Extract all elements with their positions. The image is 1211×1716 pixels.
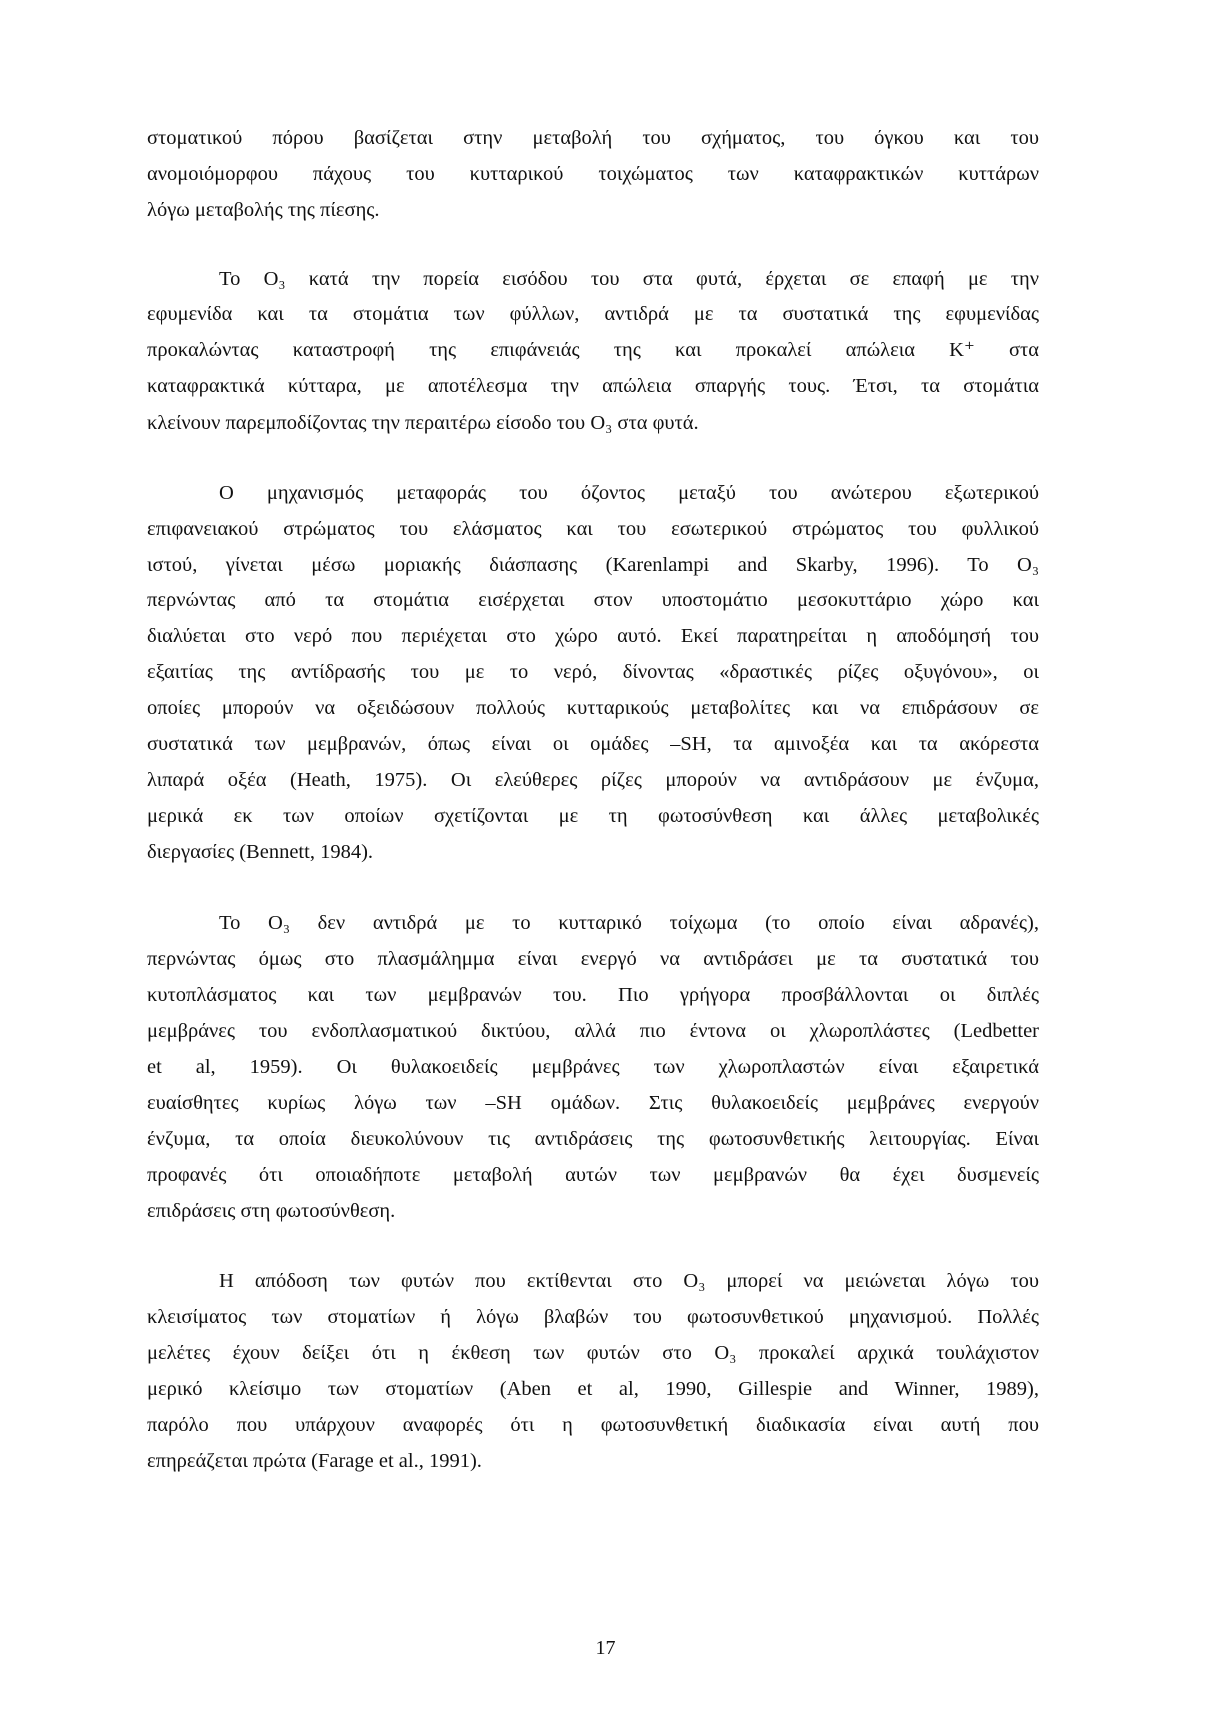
text-line: ευαίσθητες κυρίως λόγω των –SH ομάδων. Στις θυλακοειδείς μεμβράνες ενεργούν (147, 1092, 1039, 1114)
page-number: 17 (595, 1637, 616, 1659)
text-line: επηρεάζεται πρώτα (Farage et al., 1991). (147, 1450, 482, 1472)
text-line: συστατικά των μεμβρανών, όπως είναι οι ομάδες –SH, τα αμινοξέα και τα ακόρεστα (147, 733, 1039, 755)
text-line: Το O₃ κατά την πορεία εισόδου του στα φυτά, έρχεται σε επαφή με την (219, 268, 1039, 290)
text-line: μερικό κλείσιμο των στοματίων (Aben et al, 1990, Gillespie and Winner, 1989), (147, 1378, 1039, 1400)
text-line: εφυμενίδα και τα στομάτια των φύλλων, αντιδρά με τα συστατικά της εφυμενίδας (147, 303, 1039, 325)
text-line: διαλύεται στο νερό που περιέχεται στο χώρο αυτό. Εκεί παρατηρείται η αποδόμησή του (147, 625, 1039, 647)
text-line: προκαλώντας καταστροφή της επιφάνειάς της και προκαλεί απώλεια K⁺ στα (147, 339, 1039, 361)
text-line: et al, 1959). Οι θυλακοειδείς μεμβράνες των χλωροπλαστών είναι εξαιρετικά (147, 1056, 1039, 1078)
text-line: μεμβράνες του ενδοπλασματικού δικτύου, αλλά πιο έντονα οι χλωροπλάστες (Ledbetter (147, 1020, 1039, 1042)
text-line: κλείνουν παρεμποδίζοντας την περαιτέρω είσοδο του O₃ στα φυτά. (147, 412, 699, 434)
text-line: παρόλο που υπάρχουν αναφορές ότι η φωτοσυνθετική διαδικασία είναι αυτή που (147, 1414, 1039, 1436)
text-line: περνώντας όμως στο πλασμάλημμα είναι ενεργό να αντιδράσει με τα συστατικά του (147, 948, 1039, 970)
text-line: επιφανειακού στρώματος του ελάσματος και του εσωτερικού στρώματος του φυλλικού (147, 518, 1039, 540)
text-line: κυτοπλάσματος και των μεμβρανών του. Πιο γρήγορα προσβάλλονται οι διπλές (147, 984, 1039, 1006)
text-line: προφανές ότι οποιαδήποτε μεταβολή αυτών των μεμβρανών θα έχει δυσμενείς (147, 1164, 1039, 1186)
text-line: εξαιτίας της αντίδρασής του με το νερό, δίνοντας «δραστικές ρίζες οξυγόνου», οι (147, 661, 1039, 683)
text-line: στοματικού πόρου βασίζεται στην μεταβολή του σχήματος, του όγκου και του (147, 127, 1039, 149)
text-line: περνώντας από τα στομάτια εισέρχεται στον υποστομάτιο μεσοκυττάριο χώρο και (147, 589, 1039, 611)
text-line: μερικά εκ των οποίων σχετίζονται με τη φωτοσύνθεση και άλλες μεταβολικές (147, 805, 1039, 827)
text-line: οποίες μπορούν να οξειδώσουν πολλούς κυτταρικούς μεταβολίτες και να επιδράσουν σε (147, 697, 1039, 719)
text-line: ανομοιόμορφου πάχους του κυτταρικού τοιχώματος των καταφρακτικών κυττάρων (147, 163, 1039, 185)
text-line: μελέτες έχουν δείξει ότι η έκθεση των φυτών στο O₃ προκαλεί αρχικά τουλάχιστον (147, 1342, 1039, 1364)
text-line: λιπαρά οξέα (Heath, 1975). Οι ελεύθερες ρίζες μπορούν να αντιδράσουν με ένζυμα, (147, 769, 1039, 791)
text-line: διεργασίες (Bennett, 1984). (147, 841, 374, 863)
text-line: Το O₃ δεν αντιδρά με το κυτταρικό τοίχωμα (το οποίο είναι αδρανές), (219, 912, 1039, 934)
text-line: κλεισίματος των στοματίων ή λόγω βλαβών του φωτοσυνθετικού μηχανισμού. Πολλές (147, 1306, 1039, 1328)
text-line: λόγω μεταβολής της πίεσης. (147, 199, 380, 221)
text-line: Η απόδοση των φυτών που εκτίθενται στο O₃ μπορεί να μειώνεται λόγω του (219, 1270, 1039, 1292)
text-line: Ο μηχανισμός μεταφοράς του όζοντος μεταξύ του ανώτερου εξωτερικού (219, 482, 1039, 504)
text-line: ιστού, γίνεται μέσω μοριακής διάσπασης (Karenlampi and Skarby, 1996). Το O₃ (147, 554, 1039, 576)
text-line: καταφρακτικά κύτταρα, με αποτέλεσμα την απώλεια σπαργής τους. Έτσι, τα στομάτια (147, 375, 1039, 397)
text-line: επιδράσεις στη φωτοσύνθεση. (147, 1200, 396, 1222)
text-line: ένζυμα, τα οποία διευκολύνουν τις αντιδράσεις της φωτοσυνθετικής λειτουργίας. Είναι (147, 1128, 1039, 1150)
